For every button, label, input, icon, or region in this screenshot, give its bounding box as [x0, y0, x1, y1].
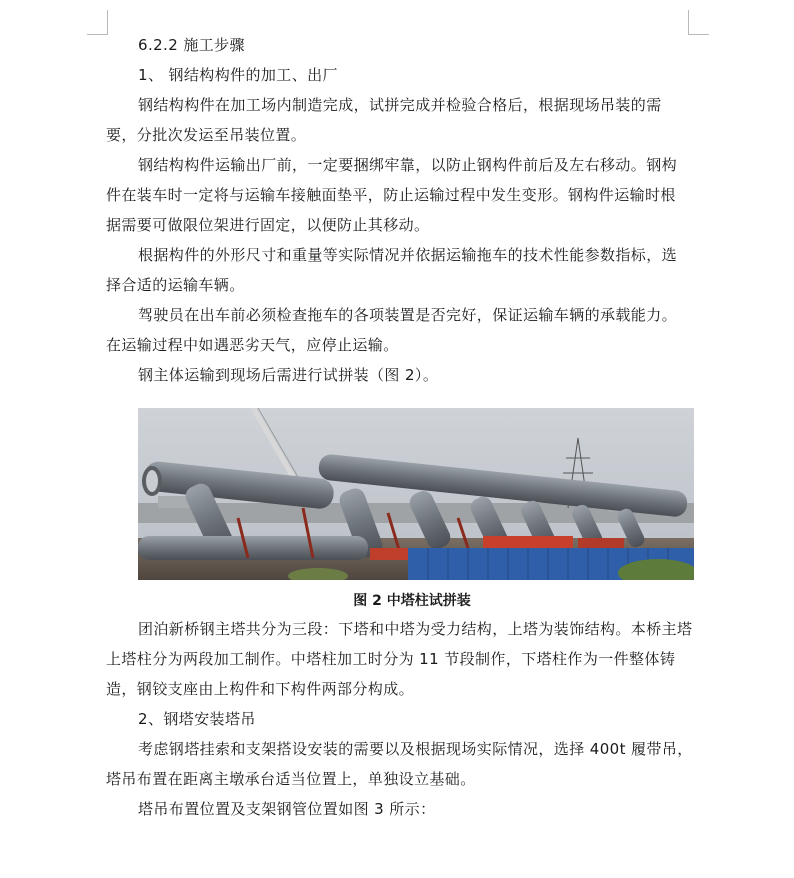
subheading-2: 2、钢塔安装塔吊: [138, 710, 256, 728]
paragraph-4: 驾驶员在出车前必须检查拖车的各项装置是否完好，保证运输车辆的承载能力。在运输过程中如遇恶劣天气，应停止运输。: [106, 306, 678, 354]
page-corner-mark-right: [688, 10, 709, 35]
paragraph-8: 塔吊布置位置及支架钢管位置如图 3 所示：: [138, 800, 436, 818]
page-corner-mark-left: [87, 10, 108, 35]
document-body-continued: [106, 614, 696, 824]
paragraph-1: 钢结构构件在加工场内制造完成，试拼完成并检验合格后，根据现场吊装的需要，分批次发运至吊装位置。: [106, 96, 662, 144]
figure-photo-tower-assembly: [138, 408, 694, 580]
section-title: 6.2.2 施工步骤: [138, 36, 245, 54]
paragraph-7: 考虑钢塔挂索和支架搭设安装的需要以及根据现场实际情况，选择 400t 履带吊，塔吊布置在距离主墩承台适当位置上，单独设立基础。: [106, 740, 693, 788]
document-body: [106, 30, 690, 390]
paragraph-2: 钢结构构件运输出厂前，一定要捆绑牢靠，以防止钢构件前后及左右移动。钢构件在装车时一定将与运输车接触面垫平，防止运输过程中发生变形。钢构件运输时根据需要可做限位架进行固定，以便防止其移动。: [106, 156, 678, 234]
paragraph-6: 团泊新桥钢主塔共分为三段：下塔和中塔为受力结构，上塔为装饰结构。本桥主塔上塔柱分为两段加工制作。中塔柱加工时分为 11 节段制作，下塔柱作为一件整体铸造，钢铰支座由上构件和下构件两部分构成。: [106, 620, 693, 698]
subheading-1: 1、 钢结构构件的加工、出厂: [138, 66, 338, 84]
figure-caption: 图 2 中塔柱试拼装: [353, 593, 471, 609]
paragraph-5: 钢主体运输到现场后需进行试拼装（图 2）。: [138, 366, 439, 384]
paragraph-3: 根据构件的外形尺寸和重量等实际情况并依据运输拖车的技术性能参数指标，选择合适的运输车辆。: [106, 246, 678, 294]
